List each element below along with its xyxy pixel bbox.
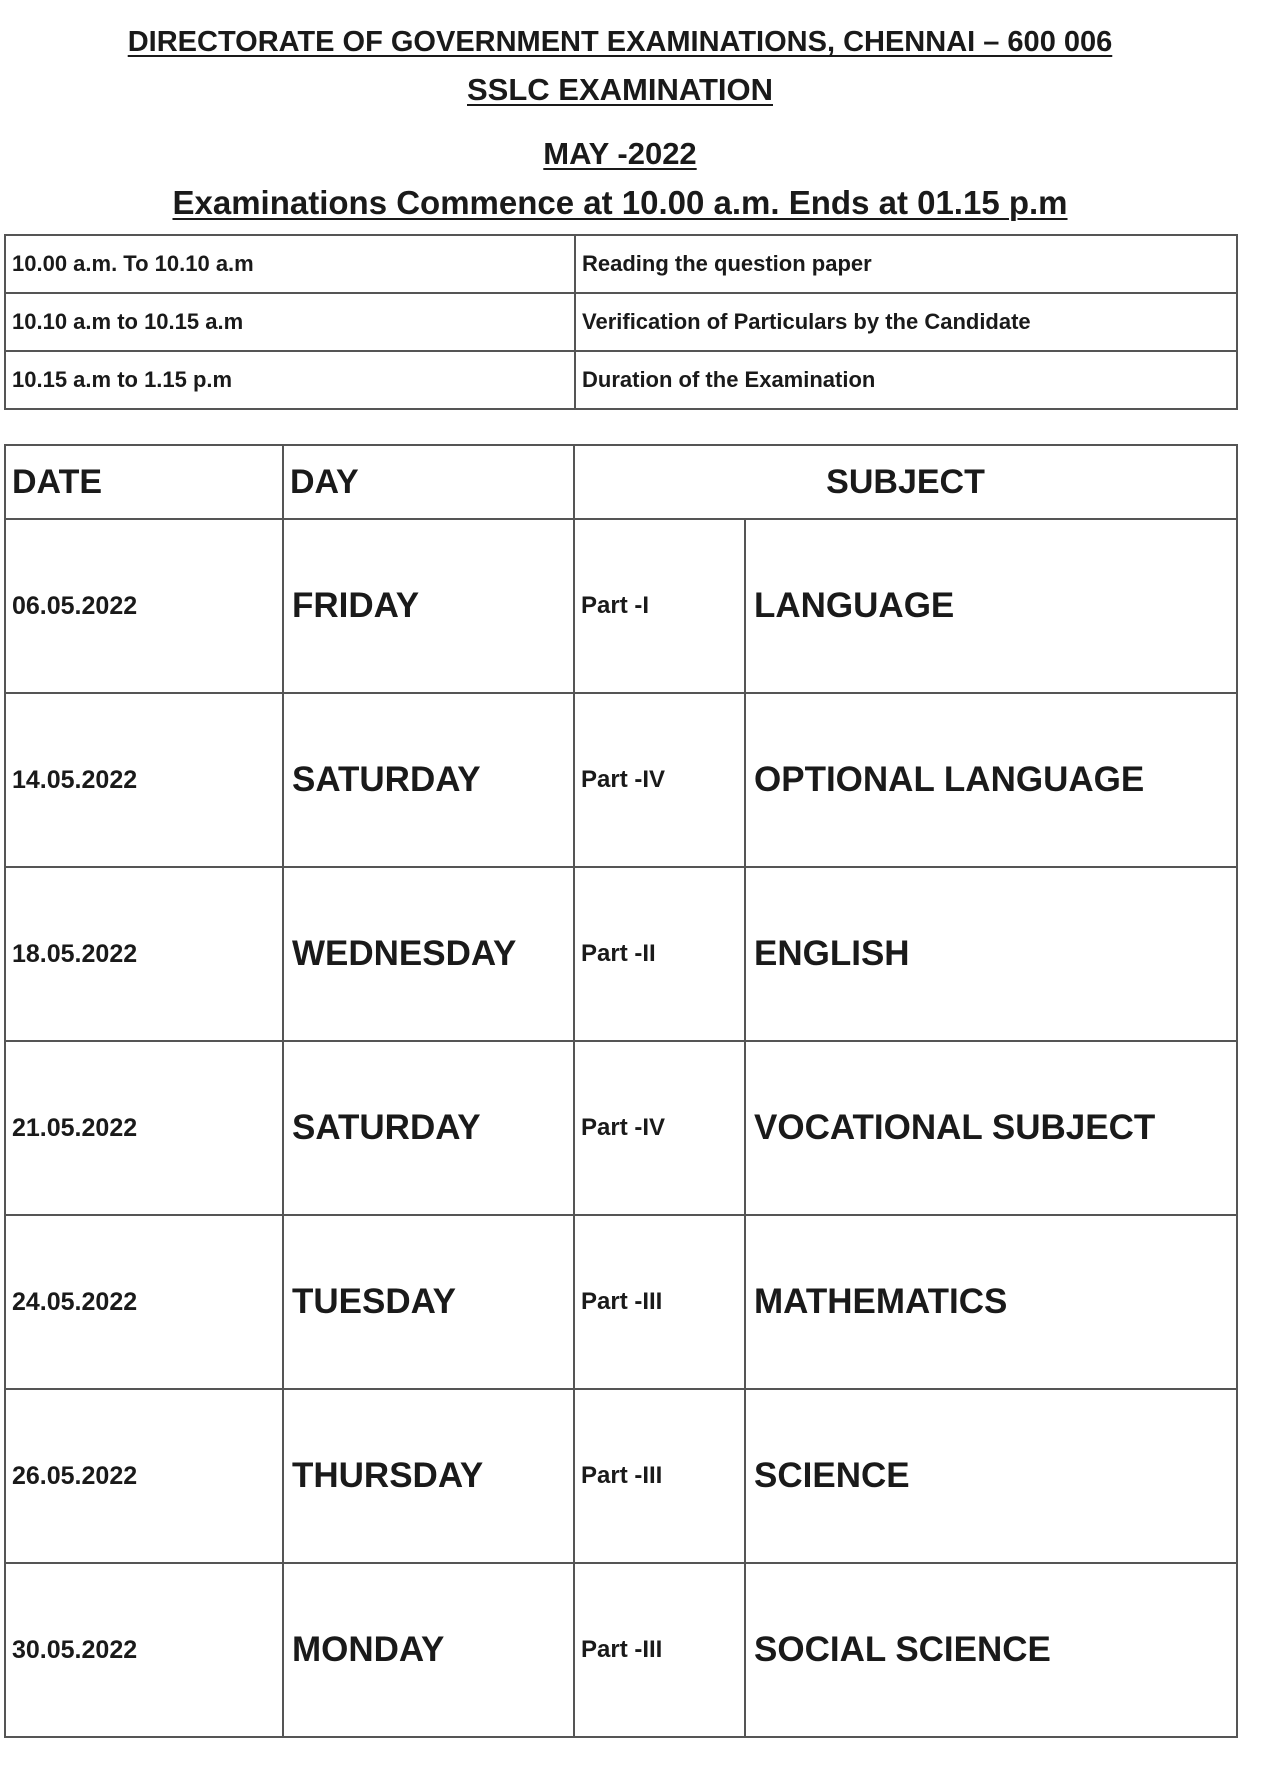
exam-date: 18.05.2022 (5, 867, 283, 1041)
exam-day: SATURDAY (283, 1041, 574, 1215)
subject-column-header: SUBJECT (574, 445, 1237, 519)
exam-day: TUESDAY (283, 1215, 574, 1389)
exam-date: 06.05.2022 (5, 519, 283, 693)
schedule-row (5, 693, 1237, 867)
exam-subject: SCIENCE (745, 1389, 1237, 1563)
timing-activity: Duration of the Examination (575, 351, 1237, 409)
schedule-header-row (5, 445, 1237, 519)
schedule-row (5, 519, 1237, 693)
timing-time: 10.00 a.m. To 10.10 a.m (5, 235, 575, 293)
exam-day: FRIDAY (283, 519, 574, 693)
timing-activity: Reading the question paper (575, 235, 1237, 293)
schedule-row (5, 1389, 1237, 1563)
exam-day: MONDAY (283, 1563, 574, 1737)
timing-table (4, 234, 1238, 410)
exam-subject: VOCATIONAL SUBJECT (745, 1041, 1237, 1215)
schedule-row (5, 1041, 1237, 1215)
exam-subject: LANGUAGE (745, 519, 1237, 693)
timing-row (5, 235, 1237, 293)
exam-date: 26.05.2022 (5, 1389, 283, 1563)
timing-row (5, 293, 1237, 351)
exam-subject: MATHEMATICS (745, 1215, 1237, 1389)
exam-subject: ENGLISH (745, 867, 1237, 1041)
exam-timing-note: Examinations Commence at 10.00 a.m. Ends at 01.15 p.m (172, 184, 1068, 221)
timing-activity: Verification of Particulars by the Candidate (575, 293, 1237, 351)
exam-part: Part -II (574, 867, 745, 1041)
exam-date: 24.05.2022 (5, 1215, 283, 1389)
exam-date: 14.05.2022 (5, 693, 283, 867)
exam-part: Part -IV (574, 693, 745, 867)
schedule-row (5, 867, 1237, 1041)
exam-part: Part -III (574, 1563, 745, 1737)
exam-date: 21.05.2022 (5, 1041, 283, 1215)
exam-part: Part -I (574, 519, 745, 693)
exam-schedule-table (4, 444, 1238, 1738)
timing-row (5, 351, 1237, 409)
schedule-row (5, 1215, 1237, 1389)
exam-title: SSLC EXAMINATION (467, 72, 773, 107)
timing-time: 10.10 a.m to 10.15 a.m (5, 293, 575, 351)
exam-part: Part -III (574, 1215, 745, 1389)
directorate-heading: DIRECTORATE OF GOVERNMENT EXAMINATIONS, CHENNAI – 600 006 (127, 26, 1113, 58)
exam-day: THURSDAY (283, 1389, 574, 1563)
exam-subject: OPTIONAL LANGUAGE (745, 693, 1237, 867)
exam-day: WEDNESDAY (283, 867, 574, 1041)
exam-day: SATURDAY (283, 693, 574, 867)
schedule-row (5, 1563, 1237, 1737)
exam-date: 30.05.2022 (5, 1563, 283, 1737)
exam-part: Part -III (574, 1389, 745, 1563)
day-column-header: DAY (283, 445, 574, 519)
exam-subject: SOCIAL SCIENCE (745, 1563, 1237, 1737)
timing-time: 10.15 a.m to 1.15 p.m (5, 351, 575, 409)
exam-part: Part -IV (574, 1041, 745, 1215)
date-column-header: DATE (5, 445, 283, 519)
exam-session: MAY -2022 (543, 136, 697, 171)
